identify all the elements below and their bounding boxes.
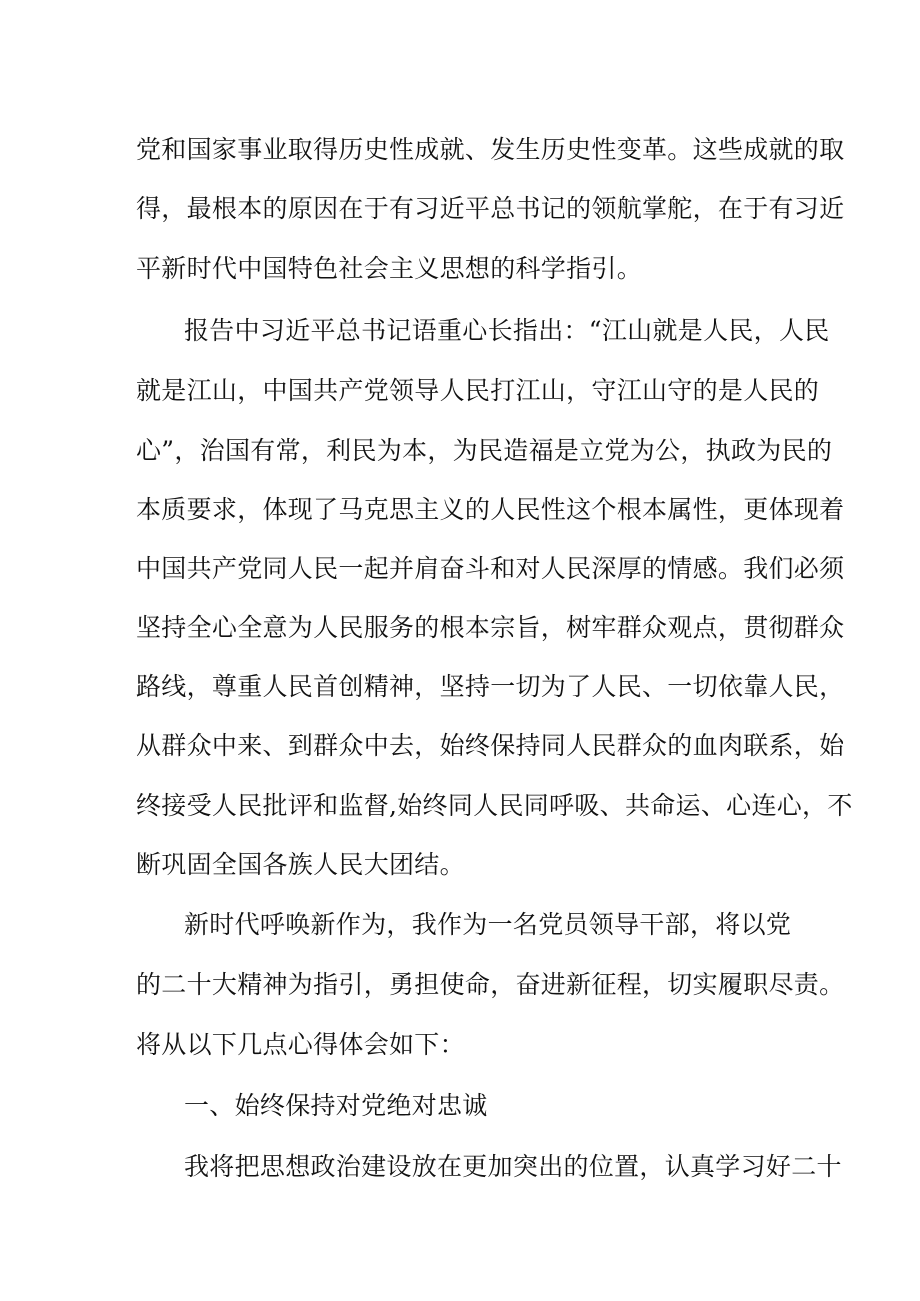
text-line: 断巩固全国各族人民大团结。 <box>136 850 465 879</box>
section-heading: 一、始终保持对党绝对忠诚 <box>184 1091 488 1120</box>
text-line: 的二十大精神为指引，勇担使命，奋进新征程，切实履职尽责。 <box>136 970 845 999</box>
text-line: 心”，治国有常，利民为本，为民造福是立党为公，执政为民的 <box>136 436 833 465</box>
text-line: 报告中习近平总书记语重心长指出：“江山就是人民，人民 <box>184 316 830 345</box>
text-line: 从群众中来、到群众中去，始终保持同人民群众的血肉联系，始 <box>136 731 845 760</box>
text-line: 本质要求，体现了马克思主义的人民性这个根本属性，更体现着 <box>136 495 845 524</box>
text-line: 平新时代中国特色社会主义思想的科学指引。 <box>136 254 643 283</box>
text-line: 坚持全心全意为人民服务的根本宗旨，树牢群众观点，贯彻群众 <box>136 613 845 642</box>
text-line: 终接受人民批评和监督,始终同人民同呼吸、共命运、心连心，不 <box>136 791 853 820</box>
text-line: 得，最根本的原因在于有习近平总书记的领航掌舵，在于有习近 <box>136 194 845 223</box>
text-line: 就是江山，中国共产党领导人民打江山，守江山守的是人民的 <box>136 376 820 405</box>
text-line: 中国共产党同人民一起并肩奋斗和对人民深厚的情感。我们必须 <box>136 554 845 583</box>
text-line: 路线，尊重人民首创精神，坚持一切为了人民、一切依靠人民， <box>136 672 845 701</box>
text-line: 新时代呼唤新作为，我作为一名党员领导干部，将以党 <box>184 910 792 939</box>
text-line: 我将把思想政治建设放在更加突出的位置，认真学习好二十 <box>184 1152 842 1181</box>
text-line: 将从以下几点心得体会如下： <box>136 1030 465 1059</box>
text-line: 党和国家事业取得历史性成就、发生历史性变革。这些成就的取 <box>136 135 845 164</box>
